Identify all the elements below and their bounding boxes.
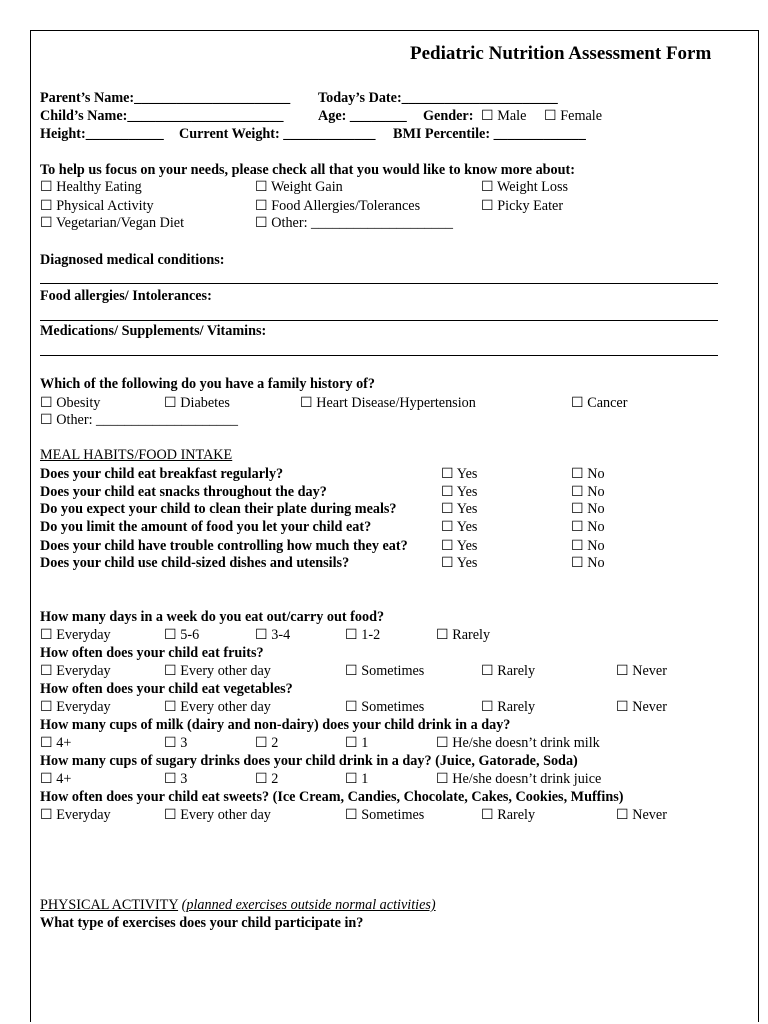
interests-prompt: To help us focus on your needs, please check all that you would like to know more about: (40, 162, 575, 178)
cancer-checkbox[interactable]: ☐ Cancer (571, 395, 628, 411)
physical-activity-checkbox[interactable]: ☐ Physical Activity (40, 198, 154, 214)
milk-option[interactable]: ☐ He/she doesn’t drink milk (436, 735, 600, 751)
milk-question: How many cups of milk (dairy and non-dairy) does your child drink in a day? (40, 717, 511, 733)
fruits-option[interactable]: ☐ Sometimes (345, 663, 425, 679)
age-field[interactable]: Age: ________ (318, 108, 407, 124)
meal-question: Do you limit the amount of food you let your child eat? (40, 519, 372, 535)
height-field[interactable]: Height:___________ (40, 126, 164, 142)
vegetables-option[interactable]: ☐ Every other day (164, 699, 271, 715)
vegetarian-diet-checkbox[interactable]: ☐ Vegetarian/Vegan Diet (40, 215, 185, 231)
fruits-option[interactable]: ☐ Everyday (40, 663, 111, 679)
exercise-type-question: What type of exercises does your child participate in? (40, 915, 364, 931)
family-history-question: Which of the following do you have a family history of? (40, 376, 375, 392)
meal-habits-heading: MEAL HABITS/FOOD INTAKE (40, 447, 233, 463)
picky-eater-checkbox[interactable]: ☐ Picky Eater (481, 198, 564, 214)
eat-out-option[interactable]: ☐ 3-4 (255, 627, 291, 643)
gender-male-checkbox[interactable]: ☐ Male (481, 108, 527, 124)
vegetables-option[interactable]: ☐ Never (616, 699, 667, 715)
meal-no-checkbox[interactable]: ☐ No (571, 555, 605, 571)
meal-question: Do you expect your child to clean their plate during meals? (40, 501, 397, 517)
meal-no-checkbox[interactable]: ☐ No (571, 466, 605, 482)
medications-label: Medications/ Supplements/ Vitamins: (40, 323, 267, 339)
meal-question: Does your child have trouble controlling how much they eat? (40, 538, 408, 554)
meal-question: Does your child eat snacks throughout the day? (40, 484, 327, 500)
current-weight-field[interactable]: Current Weight: _____________ (179, 126, 376, 142)
meal-no-checkbox[interactable]: ☐ No (571, 501, 605, 517)
vegetables-option[interactable]: ☐ Everyday (40, 699, 111, 715)
milk-option[interactable]: ☐ 1 (345, 735, 369, 751)
meal-no-checkbox[interactable]: ☐ No (571, 484, 605, 500)
sweets-option[interactable]: ☐ Sometimes (345, 807, 425, 823)
meal-yes-checkbox[interactable]: ☐ Yes (441, 538, 478, 554)
medical-conditions-line[interactable] (40, 283, 718, 284)
eat-out-option[interactable]: ☐ 1-2 (345, 627, 381, 643)
vegetables-option[interactable]: ☐ Rarely (481, 699, 536, 715)
physical-activity-heading-row (40, 897, 436, 914)
bmi-percentile-field[interactable]: BMI Percentile: _____________ (393, 126, 586, 142)
weight-gain-checkbox[interactable]: ☐ Weight Gain (255, 179, 343, 195)
food-allergies-label: Food allergies/ Intolerances: (40, 288, 212, 304)
fruits-option[interactable]: ☐ Never (616, 663, 667, 679)
sweets-option[interactable]: ☐ Never (616, 807, 667, 823)
weight-loss-checkbox[interactable]: ☐ Weight Loss (481, 179, 568, 195)
meal-yes-checkbox[interactable]: ☐ Yes (441, 466, 478, 482)
sweets-question: How often does your child eat sweets? (Ice Cream, Candies, Chocolate, Cakes, Cookies, Muffins) (40, 789, 624, 805)
healthy-eating-checkbox[interactable]: ☐ Healthy Eating (40, 179, 142, 195)
meal-yes-checkbox[interactable]: ☐ Yes (441, 484, 478, 500)
medical-conditions-label: Diagnosed medical conditions: (40, 252, 225, 268)
obesity-checkbox[interactable]: ☐ Obesity (40, 395, 101, 411)
meal-yes-checkbox[interactable]: ☐ Yes (441, 555, 478, 571)
medications-line[interactable] (40, 355, 718, 356)
child-name-field[interactable]: Child’s Name:______________________ (40, 108, 284, 124)
sugary-drinks-option[interactable]: ☐ 3 (164, 771, 188, 787)
fruits-question: How often does your child eat fruits? (40, 645, 264, 661)
physical-activity-heading: PHYSICAL ACTIVITY (40, 897, 179, 913)
family-other-field[interactable]: ☐ Other: ____________________ (40, 412, 238, 428)
form-title: Pediatric Nutrition Assessment Form (410, 43, 712, 64)
meal-yes-checkbox[interactable]: ☐ Yes (441, 501, 478, 517)
sugary-drinks-option[interactable]: ☐ 1 (345, 771, 369, 787)
fruits-option[interactable]: ☐ Every other day (164, 663, 271, 679)
gender-label: Gender: (423, 108, 474, 124)
eat-out-option[interactable]: ☐ 5-6 (164, 627, 200, 643)
eat-out-option[interactable]: ☐ Everyday (40, 627, 111, 643)
eat-out-question: How many days in a week do you eat out/carry out food? (40, 609, 385, 625)
sugary-drinks-option[interactable]: ☐ 4+ (40, 771, 72, 787)
sweets-option[interactable]: ☐ Rarely (481, 807, 536, 823)
food-allergies-line[interactable] (40, 320, 718, 321)
sugary-drinks-option[interactable]: ☐ He/she doesn’t drink juice (436, 771, 602, 787)
meal-no-checkbox[interactable]: ☐ No (571, 538, 605, 554)
todays-date-field[interactable]: Today’s Date:______________________ (318, 90, 558, 106)
parent-name-field[interactable]: Parent’s Name:______________________ (40, 90, 291, 106)
sweets-option[interactable]: ☐ Everyday (40, 807, 111, 823)
gender-female-checkbox[interactable]: ☐ Female (544, 108, 603, 124)
sugary-drinks-option[interactable]: ☐ 2 (255, 771, 279, 787)
form-page (30, 30, 759, 1022)
meal-question: Does your child use child-sized dishes and utensils? (40, 555, 350, 571)
food-allergies-checkbox[interactable]: ☐ Food Allergies/Tolerances (255, 198, 421, 214)
sweets-option[interactable]: ☐ Every other day (164, 807, 271, 823)
vegetables-option[interactable]: ☐ Sometimes (345, 699, 425, 715)
fruits-option[interactable]: ☐ Rarely (481, 663, 536, 679)
vegetables-question: How often does your child eat vegetables? (40, 681, 293, 697)
eat-out-option[interactable]: ☐ Rarely (436, 627, 491, 643)
milk-option[interactable]: ☐ 3 (164, 735, 188, 751)
meal-yes-checkbox[interactable]: ☐ Yes (441, 519, 478, 535)
heart-disease-checkbox[interactable]: ☐ Heart Disease/Hypertension (300, 395, 476, 411)
milk-option[interactable]: ☐ 4+ (40, 735, 72, 751)
interest-other-field[interactable]: ☐ Other: ____________________ (255, 215, 453, 231)
milk-option[interactable]: ☐ 2 (255, 735, 279, 751)
sugary-drinks-question: How many cups of sugary drinks does your child drink in a day? (Juice, Gatorade, Soda) (40, 753, 578, 769)
physical-activity-note: (planned exercises outside normal activities) (181, 897, 436, 913)
meal-question: Does your child eat breakfast regularly? (40, 466, 284, 482)
meal-no-checkbox[interactable]: ☐ No (571, 519, 605, 535)
diabetes-checkbox[interactable]: ☐ Diabetes (164, 395, 230, 411)
